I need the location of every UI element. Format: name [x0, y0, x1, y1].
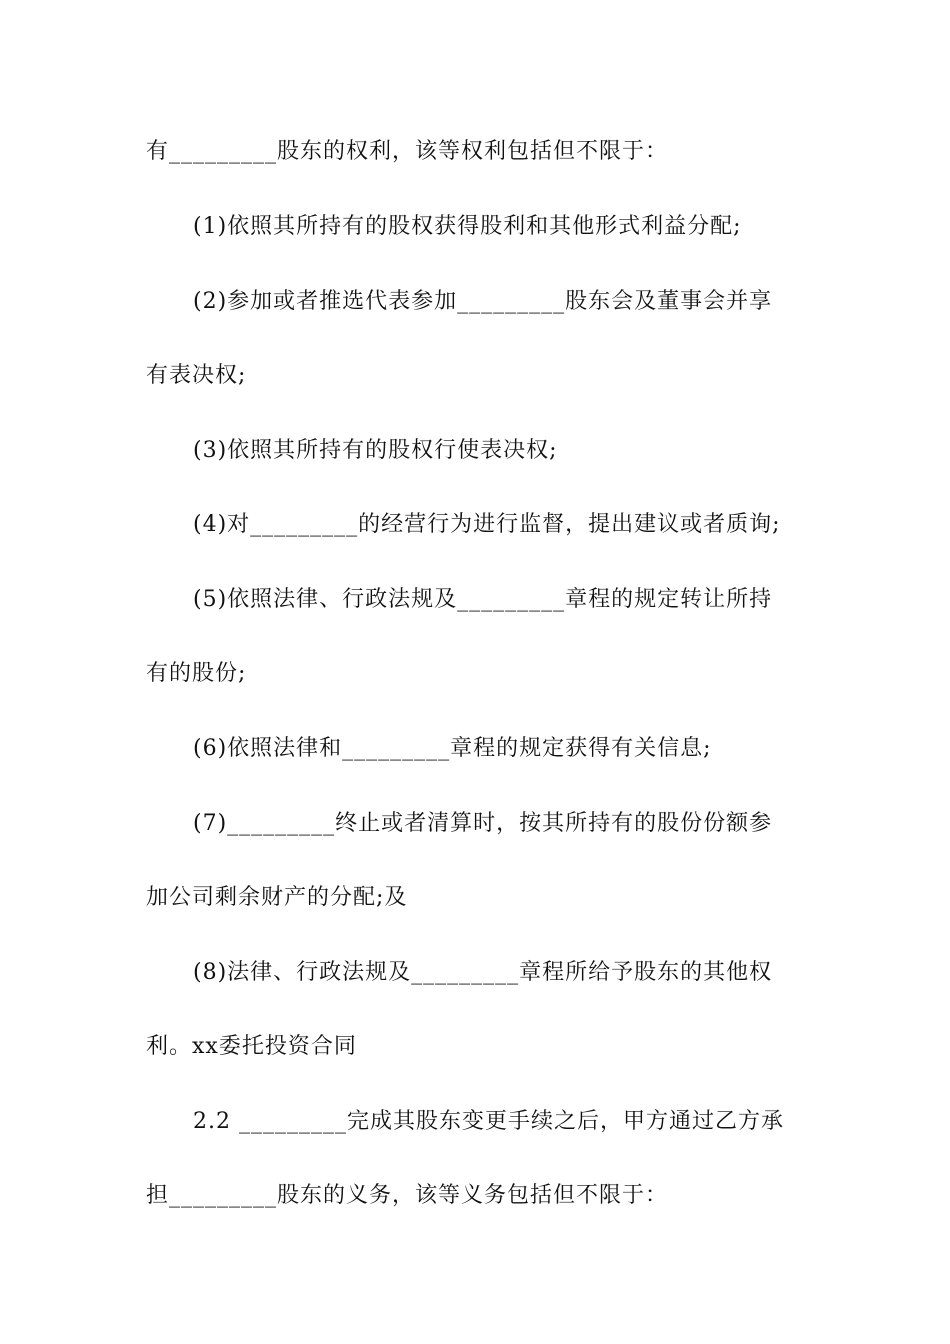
paragraph-line: 2.2 _________完成其股东变更手续之后，甲方通过乙方承: [193, 1109, 784, 1134]
paragraph-line: (5)依照法律、行政法规及_________章程的规定转让所持: [193, 587, 773, 612]
paragraph-line: (2)参加或者推选代表参加_________股东会及董事会并享: [193, 289, 773, 314]
paragraph-line: (7)_________终止或者清算时，按其所持有的股份份额参: [193, 811, 773, 836]
paragraph-line: (3)依照其所持有的股权行使表决权;: [193, 438, 558, 463]
paragraph-line: (6)依照法律和_________章程的规定获得有关信息;: [193, 736, 712, 761]
paragraph-line: (4)对_________的经营行为进行监督，提出建议或者质询;: [193, 512, 781, 537]
paragraph-line: 有的股份;: [146, 661, 247, 686]
paragraph-line: 有_________股东的权利，该等权利包括但不限于：: [146, 139, 669, 164]
paragraph-line: 加公司剩余财产的分配;及: [146, 885, 408, 910]
paragraph-line: 担_________股东的义务，该等义务包括但不限于：: [146, 1183, 669, 1208]
paragraph-line: 有表决权;: [146, 363, 247, 388]
paragraph-line: 利。xx委托投资合同: [146, 1034, 357, 1059]
paragraph-line: (1)依照其所持有的股权获得股利和其他形式利益分配;: [193, 214, 742, 239]
paragraph-line: (8)法律、行政法规及_________章程所给予股东的其他权: [193, 960, 773, 985]
